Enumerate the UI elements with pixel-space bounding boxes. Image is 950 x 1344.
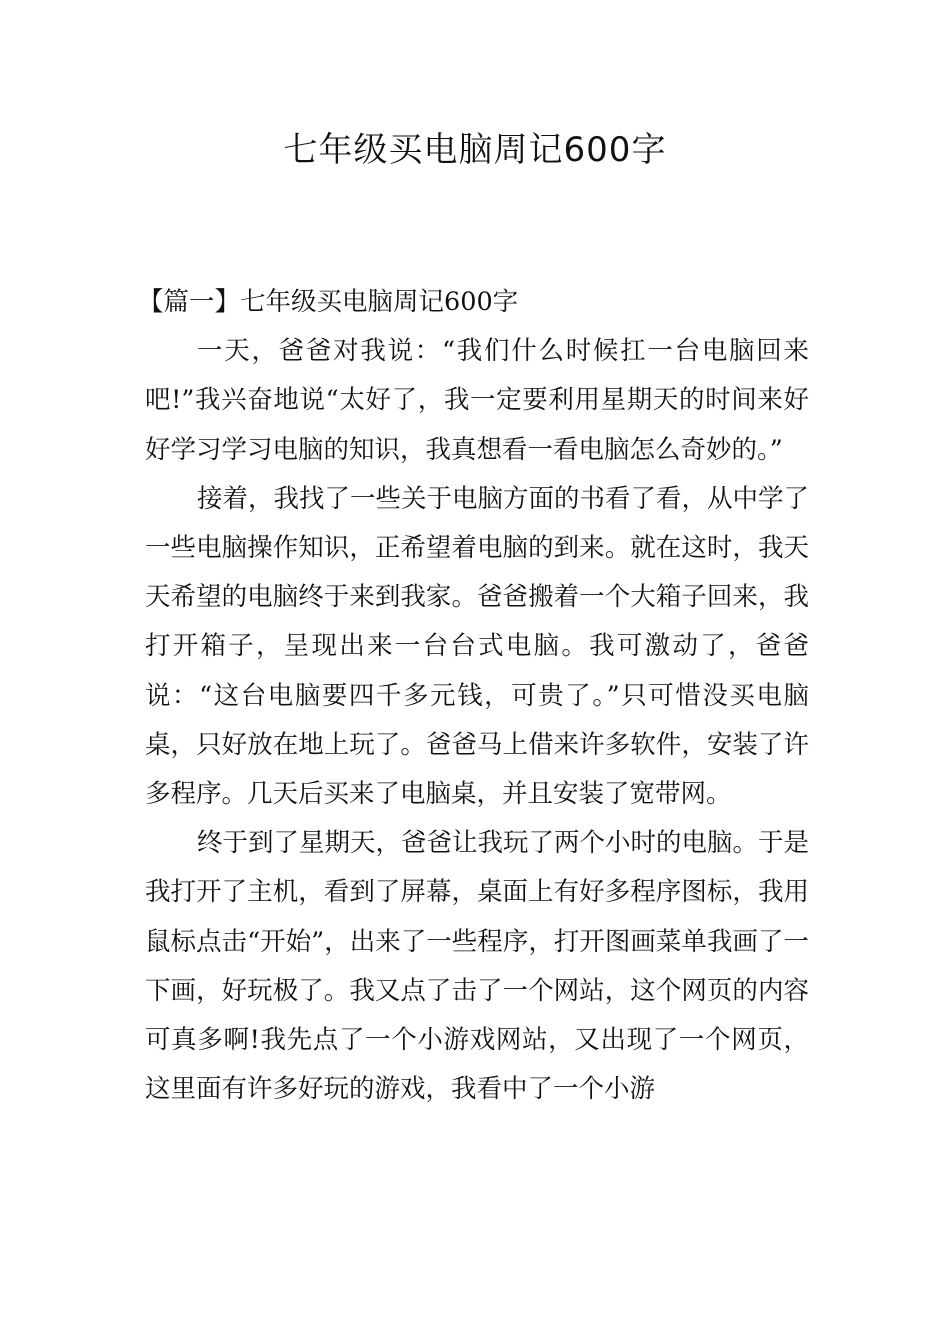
paragraph-2: 接着，我找了一些关于电脑方面的书看了看，从中学了一些电脑操作知识，正希望着电脑的到来。就在这时，我天天希望的电脑终于来到我家。爸爸搬着一个大箱子回来，我打开箱子，呈现出来一台台式电脑。我可激动了，爸爸说：“这台电脑要四千多元钱，可贵了。”只可惜没买电脑桌，只好放在地上玩了。爸爸马上借来许多软件，安装了许多程序。几天后买来了电脑桌，并且安装了宽带网。: [145, 483, 810, 810]
document-title: 七年级买电脑周记600字: [283, 130, 667, 170]
paragraph-1: 一天，爸爸对我说：“我们什么时候扛一台电脑回来吧!”我兴奋地说“太好了，我一定要利用星期天的时间来好好学习学习电脑的知识，我真想看一看电脑怎么奇妙的。”: [145, 336, 809, 465]
paragraph-3: 终于到了星期天，爸爸让我玩了两个小时的电脑。于是我打开了主机，看到了屏幕，桌面上有好多程序图标，我用鼠标点击“开始”，出来了一些程序，打开图画菜单我画了一下画，好玩极了。我又点了击了一个网站，这个网页的内容可真多啊!我先点了一个小游戏网站，又出现了一个网页，这里面有许多好玩的游戏，我看中了一个小游: [145, 828, 810, 1105]
document-body: [138, 278, 810, 1114]
section-heading: 【篇一】七年级买电脑周记600字: [138, 287, 519, 317]
